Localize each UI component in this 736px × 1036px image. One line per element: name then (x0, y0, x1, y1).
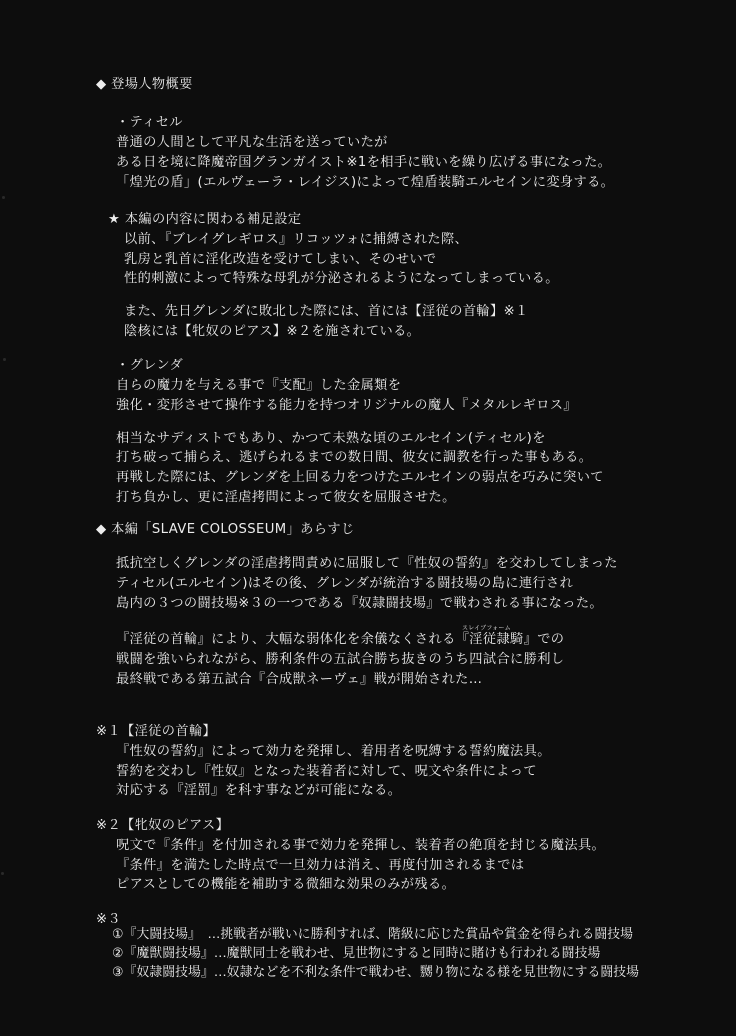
supplement-line: 性的刺激によって特殊な母乳が分泌されるようになってしまっている。 (124, 271, 559, 286)
grenda-name: ・グレンダ (116, 358, 184, 373)
note2-line: 呪文で『条件』を付加される事で効力を発揮し、装着者の絶頂を封じる魔法具。 (116, 838, 606, 853)
supplement-line: 以前、『ブレイグレギロス』リコッツォに捕縛された際、 (124, 232, 469, 247)
synopsis-line: 最終戦である第五試合『合成獣ネーヴェ』戦が開始された… (116, 672, 483, 687)
note2-line: ピアスとしての機能を補助する微細な効果のみが残る。 (116, 877, 456, 892)
grenda-line: 自らの魔力を与える事で『支配』した金属類を (116, 378, 402, 393)
tisel-name: ・ティセル (116, 115, 183, 130)
note1-line: 『性奴の誓約』によって効力を発揮し、着用者を呪縛する誓約魔法具。 (116, 744, 551, 759)
note2-line: 『条件』を満たした時点で一旦効力は消え、再度付加されるまでは (116, 858, 525, 873)
tisel-line: ある日を境に降魔帝国グランガイスト※1を相手に戦いを繰り広げる事になった。 (116, 155, 612, 170)
note1-heading: ※１【淫従の首輪】 (96, 724, 217, 739)
supplement-line: 乳房と乳首に淫化改造を受けてしまい、そのせいで (124, 252, 437, 267)
grenda-line: 強化・変形させて操作する能力を持つオリジナルの魔人『メタルレギロス』 (116, 398, 577, 413)
synopsis-line: 抵抗空しくグレンダの淫虐拷問責めに屈服して『性奴の誓約』を交わしてしまった (116, 556, 618, 571)
arena-list-item: ①『大闘技場』 …挑戦者が戦いに勝利すれば、階級に応じた賞品や賞金を得られる闘技場 (112, 927, 634, 942)
grenda-line: 打ち負かし、更に淫虐拷問によって彼女を屈服させた。 (116, 490, 456, 505)
arena-list-item: ②『魔獣闘技場』…魔獣同士を戦わせ、見世物にすると同時に賭けも行われる闘技場 (112, 946, 601, 961)
synopsis-heading: ◆ 本編「SLAVE COLOSSEUM」あらすじ (96, 522, 355, 537)
characters-heading: ◆ 登場人物概要 (96, 77, 193, 92)
edge-speck (1, 872, 4, 875)
grenda-line: 打ち破って捕らえ、逃げられるまでの数日間、彼女に調教を行った事もある。 (116, 450, 593, 465)
edge-speck (2, 196, 5, 199)
synopsis-line: 『淫従の首輪』により、大幅な弱体化を余儀なくされる『淫従隷騎』での (116, 632, 565, 647)
synopsis-line: ティセル(エルセイン)はその後、グレンダが統治する闘技場の島に連行され (116, 576, 574, 591)
note2-heading: ※２【牝奴のピアス】 (96, 818, 230, 833)
synopsis-line: 島内の３つの闘技場※３の一つである『奴隷闘技場』で戦わされる事になった。 (116, 596, 604, 611)
grenda-line: 相当なサディストでもあり、かつて未熟な頃のエルセイン(ティセル)を (116, 431, 546, 446)
note1-line: 対応する『淫罰』を科す事などが可能になる。 (116, 783, 402, 798)
ruby-annotation: スレイブフォーム (462, 625, 511, 632)
arena-list-item: ③『奴隷闘技場』…奴隷などを不利な条件で戦わせ、嬲り物になる様を見世物にする闘技場 (112, 965, 640, 980)
tisel-line: 「煌光の盾」(エルヴェーラ・レイジス)によって煌盾装騎エルセインに変身する。 (116, 175, 615, 190)
tisel-line: 普通の人間として平凡な生活を送っていたが (116, 135, 388, 150)
edge-speck (3, 358, 6, 361)
supplement-line: 陰核には【牝奴のピアス】※２を施されている。 (124, 324, 421, 339)
supplement-line: また、先日グレンダに敗北した際には、首には【淫従の首輪】※１ (124, 304, 529, 319)
supplement-heading: ★ 本編の内容に関わる補足設定 (108, 212, 302, 227)
synopsis-line: 戦闘を強いられながら、勝利条件の五試合勝ち抜きのうち四試合に勝利し (116, 652, 565, 667)
note1-line: 誓約を交わし『性奴』となった装着者に対して、呪文や条件によって (116, 764, 537, 779)
grenda-line: 再戦した際には、グレンダを上回る力をつけたエルセインの弱点を巧みに突いて (116, 470, 604, 485)
note3-heading: ※３ (96, 912, 122, 927)
